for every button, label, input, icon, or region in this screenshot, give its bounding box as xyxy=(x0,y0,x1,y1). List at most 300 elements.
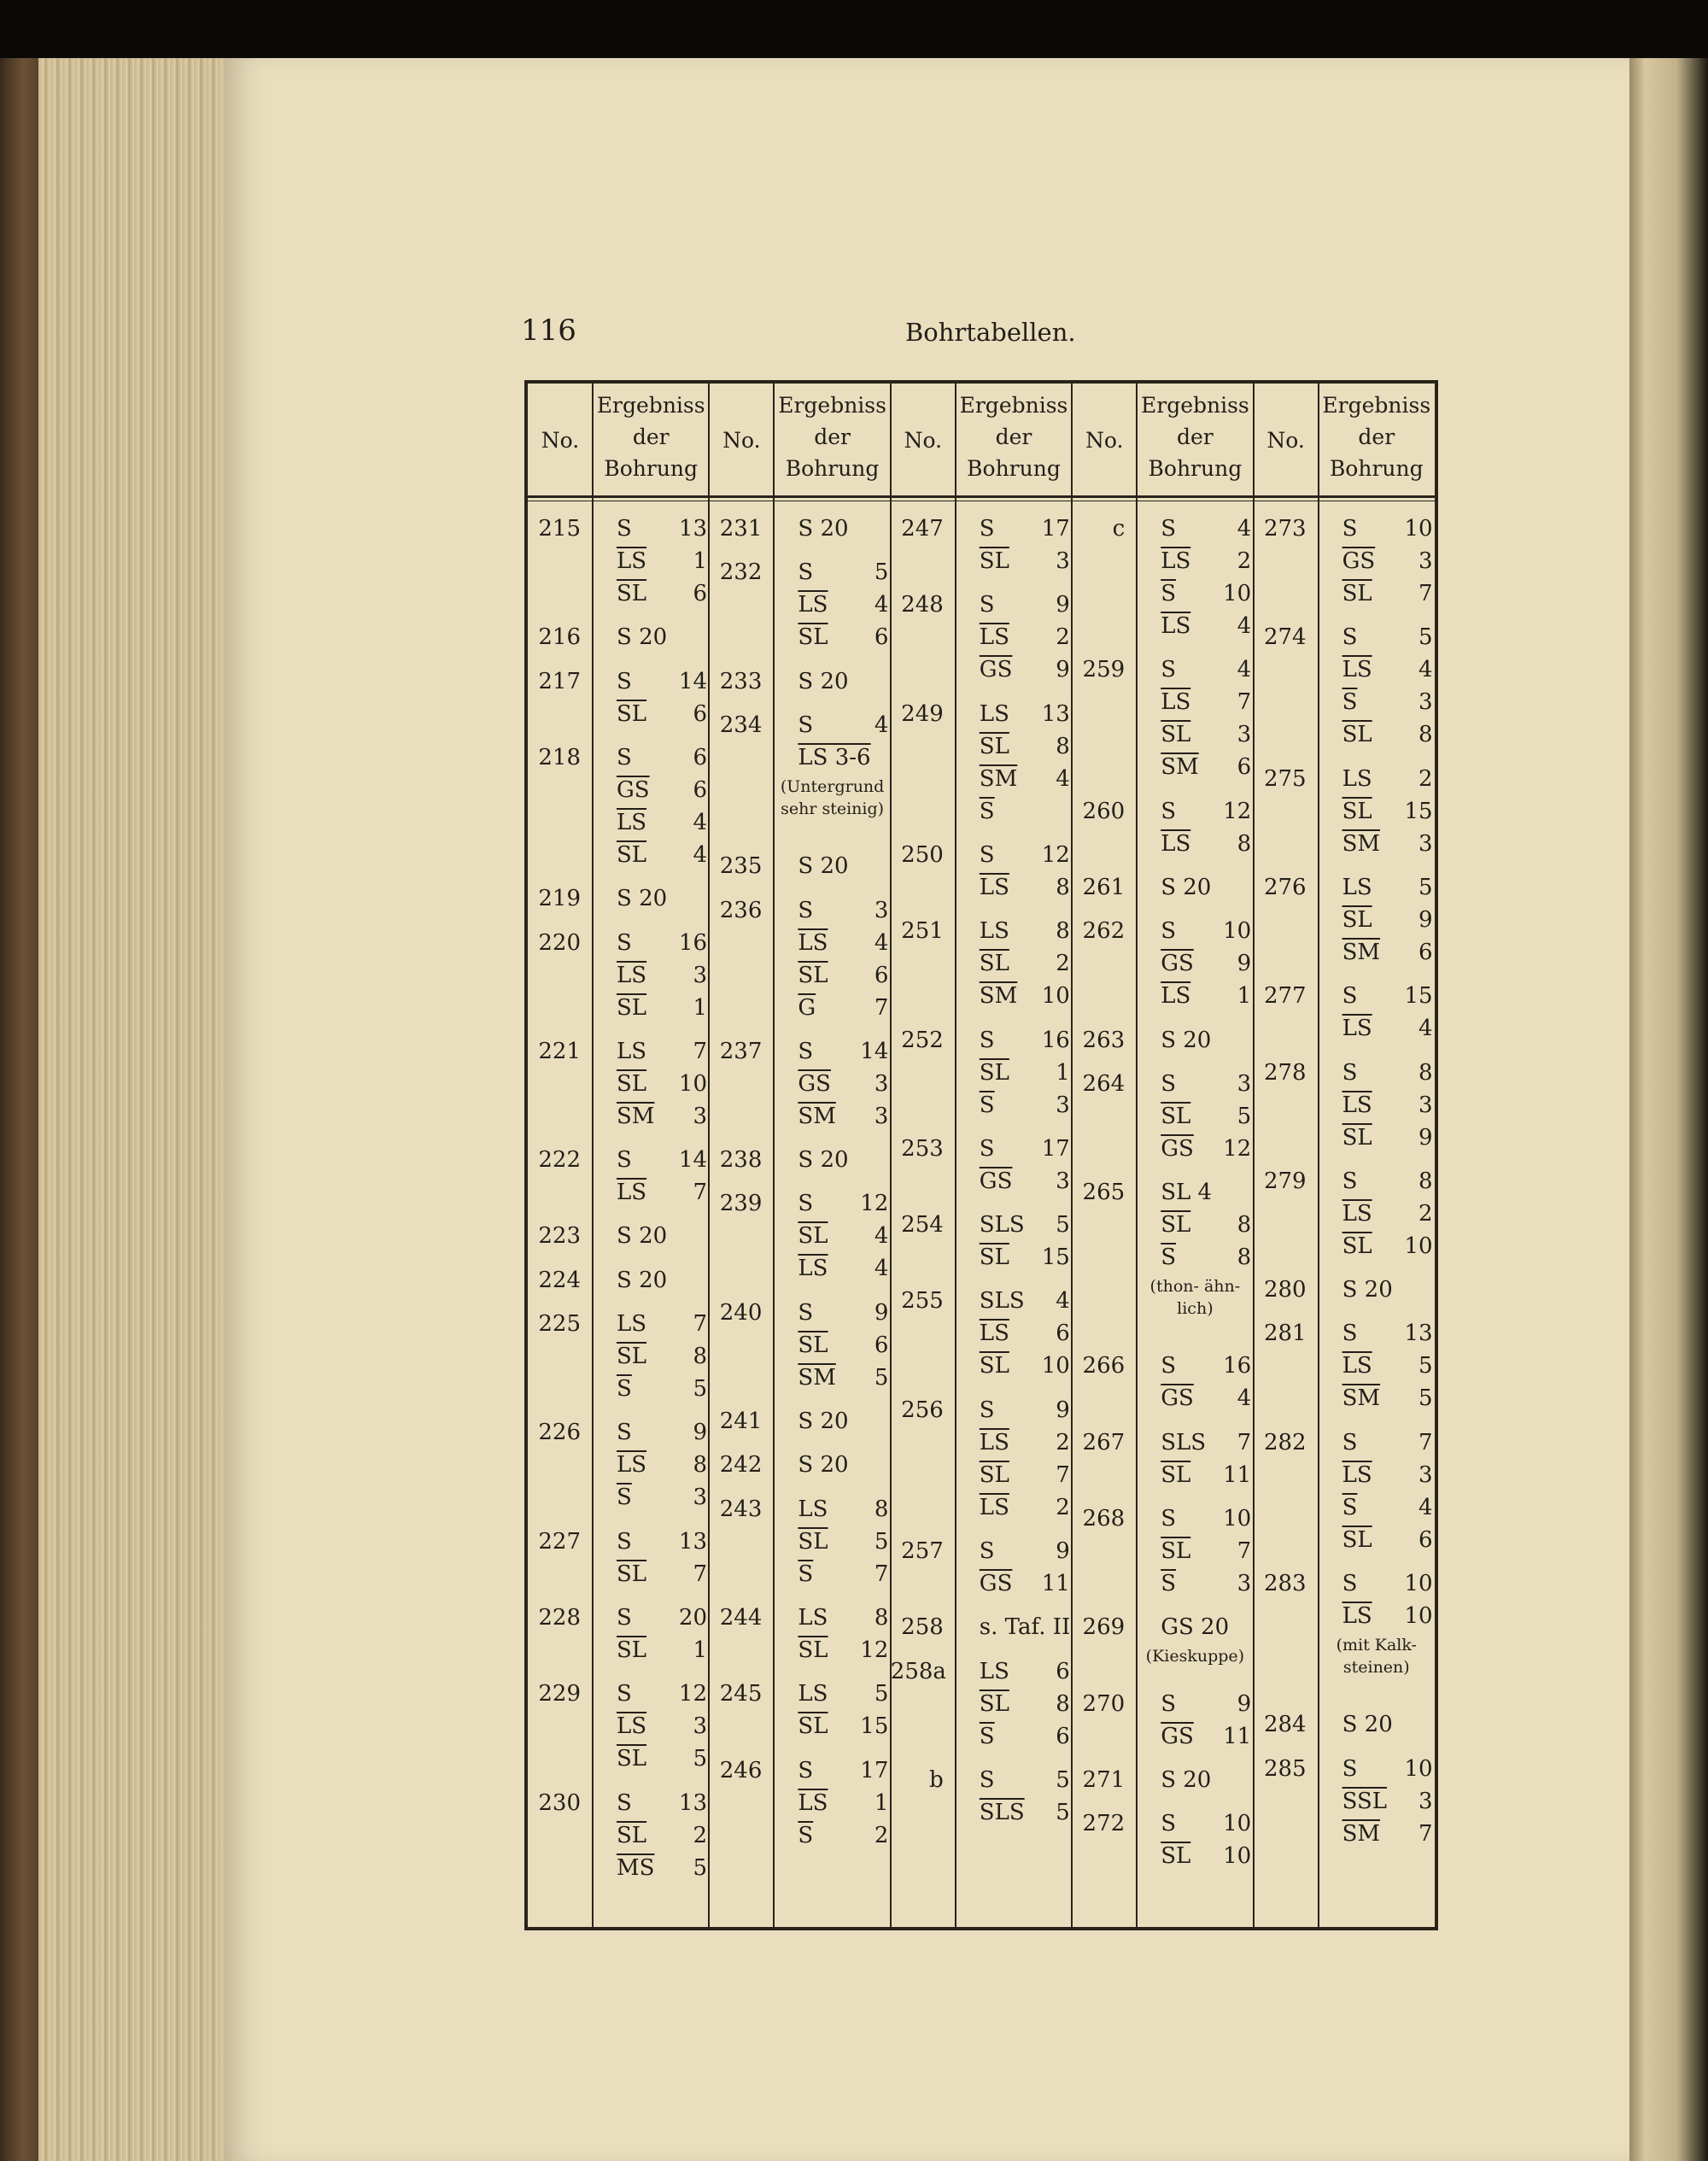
bore-number: 281 xyxy=(1263,1321,1307,1347)
thickness-value: 17 xyxy=(1041,1135,1070,1162)
layer-row xyxy=(617,1602,707,1634)
layer-row xyxy=(1342,904,1433,936)
layer-row xyxy=(1161,653,1251,686)
layer-row xyxy=(980,1285,1070,1317)
soil-symbol: S 20 xyxy=(798,1408,849,1434)
thickness-value: 8 xyxy=(874,1604,889,1631)
thickness-value: 2 xyxy=(1056,1429,1070,1455)
thickness-value: 4 xyxy=(693,809,707,835)
layer-row xyxy=(1161,871,1251,904)
layer-row xyxy=(1342,577,1433,610)
layer-row xyxy=(617,806,707,839)
bore-number: 215 xyxy=(538,516,581,542)
column-header-no: No. xyxy=(1266,428,1305,453)
thickness-value: 7 xyxy=(874,1561,889,1587)
bore-number: 221 xyxy=(538,1038,581,1064)
bore-number: 269 xyxy=(1082,1614,1126,1641)
layer-row xyxy=(980,1165,1070,1198)
layer-row xyxy=(1342,1600,1433,1632)
layer-row xyxy=(980,1209,1070,1241)
running-title: Bohrtabellen. xyxy=(905,318,1076,347)
bore-number: 219 xyxy=(538,886,581,912)
layer-row xyxy=(798,1144,888,1176)
thickness-value: 6 xyxy=(874,1332,889,1358)
layer-row xyxy=(617,882,707,915)
soil-symbol: S xyxy=(1342,516,1358,542)
thickness-value: 12 xyxy=(678,1681,707,1707)
soil-symbol: $\overline{SL}$ xyxy=(1161,1212,1191,1239)
soil-symbol: $\overline{LS}$ xyxy=(617,1180,647,1206)
layer-row xyxy=(1342,621,1433,653)
thickness-value: 7 xyxy=(693,1038,707,1064)
layer-row xyxy=(617,698,707,730)
layer-row xyxy=(798,1526,888,1558)
layer-row xyxy=(1342,1524,1433,1556)
layer-row xyxy=(1161,686,1251,718)
soil-symbol: $\overline{SL}$ xyxy=(979,548,1009,574)
layer-row xyxy=(617,1144,707,1176)
soil-symbol: $\overline{SL}$ xyxy=(1161,722,1191,748)
layer-row xyxy=(1342,1012,1433,1045)
layer-row xyxy=(1342,871,1433,904)
soil-symbol: $\overline{SL}$ xyxy=(617,1070,647,1097)
bore-number: 266 xyxy=(1082,1353,1126,1379)
soil-symbol: LS xyxy=(617,1311,647,1337)
layer-row xyxy=(980,839,1070,871)
bore-number: c xyxy=(1112,516,1126,542)
layer-row xyxy=(1161,1535,1251,1567)
thickness-value: 4 xyxy=(693,841,707,868)
layer-row xyxy=(1161,1209,1251,1241)
thickness-value: 4 xyxy=(1237,613,1252,639)
bore-number: 261 xyxy=(1082,874,1126,900)
thickness-value: 8 xyxy=(874,1496,889,1522)
bore-number: 258a xyxy=(890,1658,946,1684)
soil-symbol: $\overline{S}$ xyxy=(979,798,995,824)
thickness-value: 11 xyxy=(1041,1571,1070,1596)
thickness-value: 6 xyxy=(1056,1321,1070,1347)
thickness-value: 7 xyxy=(1418,1429,1433,1455)
bore-number: 227 xyxy=(538,1528,581,1555)
soil-symbol: $\overline{LS}$ xyxy=(979,874,1009,900)
soil-symbol: S xyxy=(617,516,632,542)
bore-number: 218 xyxy=(538,744,581,770)
layer-row xyxy=(617,774,707,806)
layer-row xyxy=(1161,915,1251,947)
layer-row xyxy=(617,1308,707,1340)
soil-symbol: $\overline{LS}$ xyxy=(617,1713,647,1740)
layer-row xyxy=(617,1742,707,1775)
soil-symbol: $\overline{LS}$ xyxy=(979,1494,1009,1520)
thickness-value: 10 xyxy=(1223,581,1252,606)
thickness-value: 3 xyxy=(1237,1571,1252,1596)
bore-number: 230 xyxy=(538,1789,581,1816)
soil-symbol: $\overline{SL}$ xyxy=(1161,1103,1191,1129)
column-header-result xyxy=(774,389,890,484)
soil-symbol: S xyxy=(1342,1321,1358,1347)
thickness-value: 15 xyxy=(860,1713,889,1740)
facing-page-edge xyxy=(1629,58,1708,2161)
column-header-line: Bohrung xyxy=(785,456,880,481)
soil-symbol: LS xyxy=(798,1604,828,1631)
layer-row xyxy=(980,1133,1070,1165)
thickness-value: 3 xyxy=(693,1713,707,1740)
layer-row xyxy=(617,577,707,610)
column-header-line: der xyxy=(1177,425,1214,449)
layer-row xyxy=(980,1764,1070,1796)
soil-symbol: $\overline{SL}$ xyxy=(798,1713,828,1740)
thickness-value: 9 xyxy=(693,1420,707,1446)
soil-symbol: S 20 xyxy=(617,1223,668,1250)
layer-row xyxy=(1161,1241,1251,1274)
bore-number: 256 xyxy=(901,1397,944,1423)
layer-row xyxy=(1161,828,1251,860)
layer-row xyxy=(798,1220,888,1252)
layer-row xyxy=(798,709,888,741)
thickness-value: 10 xyxy=(1404,1755,1433,1782)
layer-row xyxy=(980,1350,1070,1382)
thickness-value: 16 xyxy=(678,929,707,956)
layer-row xyxy=(798,1068,888,1100)
soil-symbol: LS xyxy=(798,1496,828,1522)
bore-note: (thon- ähn- lich) xyxy=(1149,1277,1241,1319)
bore-number: 245 xyxy=(719,1681,763,1707)
thickness-value: 2 xyxy=(1056,624,1070,651)
soil-symbol: S 20 xyxy=(1161,1766,1212,1793)
layer-row xyxy=(1161,947,1251,980)
layer-row xyxy=(980,1491,1070,1524)
bore-number: 220 xyxy=(538,929,581,956)
soil-symbol: $\overline{SL}$ xyxy=(1342,581,1372,606)
thickness-value: 4 xyxy=(874,929,889,956)
soil-symbol: S xyxy=(979,1135,995,1162)
layer-row xyxy=(1161,1350,1251,1382)
layer-row xyxy=(798,1252,888,1285)
layer-row xyxy=(1342,1230,1433,1262)
soil-symbol: $\overline{LS}$ xyxy=(798,592,828,618)
layer-row xyxy=(617,665,707,698)
layer-row xyxy=(980,980,1070,1012)
column-rule xyxy=(592,383,594,1928)
soil-symbol: S xyxy=(1161,1506,1176,1531)
soil-symbol: $\overline{SM}$ xyxy=(1342,830,1381,857)
soil-symbol: $\overline{SLS}$ xyxy=(979,1799,1025,1825)
thickness-value: 7 xyxy=(693,1311,707,1337)
layer-row xyxy=(1342,828,1433,860)
layer-row xyxy=(1342,1567,1433,1600)
soil-symbol: $\overline{G}$ xyxy=(798,994,816,1021)
layer-row xyxy=(1342,1459,1433,1491)
thickness-value: 14 xyxy=(860,1038,889,1064)
soil-symbol: $\overline{SM}$ xyxy=(1342,939,1381,965)
layer-row xyxy=(798,1710,888,1742)
soil-symbol: S 20 xyxy=(1342,1277,1393,1303)
layer-row xyxy=(1342,1274,1433,1306)
soil-symbol: $\overline{SM}$ xyxy=(617,1103,655,1129)
thickness-value: 8 xyxy=(1056,733,1070,759)
thickness-value: 5 xyxy=(1418,874,1433,900)
thickness-value: 9 xyxy=(1056,1397,1070,1423)
bore-number: 275 xyxy=(1263,765,1307,792)
soil-symbol: $\overline{GS}$ xyxy=(1161,951,1194,977)
thickness-value: 5 xyxy=(874,559,889,586)
soil-symbol: S xyxy=(617,1681,632,1707)
thickness-value: 9 xyxy=(874,1299,889,1326)
thickness-value: 7 xyxy=(874,994,889,1021)
layer-row xyxy=(1161,718,1251,751)
thickness-value: 3 xyxy=(693,1485,707,1511)
thickness-value: 5 xyxy=(1418,624,1433,651)
layer-row xyxy=(1161,1840,1251,1872)
layer-row xyxy=(798,1405,888,1438)
soil-symbol: $\overline{LS}$ xyxy=(1342,657,1372,683)
bore-number: 249 xyxy=(901,700,944,727)
soil-symbol: S xyxy=(1161,798,1176,824)
thickness-value: 10 xyxy=(1404,1603,1433,1629)
soil-symbol: $\overline{SL}$ xyxy=(979,1059,1009,1086)
thickness-value: 5 xyxy=(874,1528,889,1555)
layer-row xyxy=(798,850,888,882)
layer-row xyxy=(1161,1567,1251,1600)
thickness-value: 3 xyxy=(1418,689,1433,716)
thickness-value: 13 xyxy=(678,1528,707,1555)
thickness-value: 7 xyxy=(693,1180,707,1206)
thickness-value: 8 xyxy=(1056,1690,1070,1717)
soil-symbol: S xyxy=(1342,1429,1358,1455)
layer-row xyxy=(1161,1720,1251,1753)
soil-symbol: $\overline{SL}$ xyxy=(617,994,647,1021)
thickness-value: 10 xyxy=(1404,1571,1433,1596)
thickness-value: 15 xyxy=(1041,1244,1070,1271)
soil-symbol: GS 20 xyxy=(1161,1614,1230,1641)
layer-row xyxy=(1161,751,1251,783)
layer-row xyxy=(1161,577,1251,610)
bore-number: 238 xyxy=(719,1147,763,1174)
layer-row xyxy=(1342,1198,1433,1230)
soil-symbol: $\overline{SL}$ xyxy=(798,1332,828,1358)
thickness-value: 8 xyxy=(1056,874,1070,900)
layer-row xyxy=(1342,1350,1433,1382)
bore-number: 265 xyxy=(1082,1180,1126,1206)
soil-symbol: $\overline{GS}$ xyxy=(979,1168,1013,1194)
thickness-value: 6 xyxy=(1418,1526,1433,1553)
layer-row xyxy=(1161,1459,1251,1491)
thickness-value: 5 xyxy=(874,1364,889,1391)
bore-number: 217 xyxy=(538,668,581,694)
soil-symbol: S 20 xyxy=(617,624,668,651)
layer-row xyxy=(617,1068,707,1100)
bore-number: 250 xyxy=(901,841,944,868)
thickness-value: 4 xyxy=(1418,1494,1433,1520)
soil-symbol: $\overline{S}$ xyxy=(979,1092,995,1118)
soil-symbol: S xyxy=(798,559,814,586)
soil-symbol: S xyxy=(1342,983,1358,1010)
thickness-value: 10 xyxy=(1223,1811,1252,1837)
soil-symbol: S 20 xyxy=(617,886,668,912)
soil-symbol: $\overline{GS}$ xyxy=(1342,548,1376,574)
column-header-line: der xyxy=(632,425,670,449)
bore-number: 243 xyxy=(719,1496,763,1522)
thickness-value: 1 xyxy=(693,994,707,1021)
thickness-value: 5 xyxy=(1237,1103,1252,1129)
thickness-value: 10 xyxy=(1041,983,1070,1010)
layer-row xyxy=(798,512,888,545)
layer-row xyxy=(798,1819,888,1852)
layer-row xyxy=(1161,795,1251,828)
thickness-value: 2 xyxy=(1418,765,1433,792)
layer-row xyxy=(980,1317,1070,1350)
layer-row xyxy=(617,1526,707,1558)
layer-row xyxy=(617,992,707,1024)
bore-number: 241 xyxy=(719,1408,763,1434)
thickness-value: 9 xyxy=(1056,1538,1070,1564)
soil-symbol: $\overline{LS}$ xyxy=(1161,613,1191,639)
bore-number: 253 xyxy=(901,1135,944,1162)
bore-number: 251 xyxy=(901,918,944,945)
layer-row xyxy=(980,1567,1070,1600)
layer-row xyxy=(980,795,1070,828)
layer-row xyxy=(980,1796,1070,1829)
layer-row xyxy=(798,959,888,992)
thickness-value: 3 xyxy=(1418,1092,1433,1118)
layer-row xyxy=(1342,653,1433,686)
thickness-value: 3 xyxy=(874,897,889,923)
thickness-value: 6 xyxy=(1056,1723,1070,1749)
bore-note: (Kieskuppe) xyxy=(1145,1647,1245,1666)
layer-row xyxy=(1161,1100,1251,1133)
soil-symbol: LS xyxy=(798,1681,828,1707)
soil-symbol: S xyxy=(1161,1353,1176,1379)
layer-row xyxy=(980,1089,1070,1121)
layer-row xyxy=(617,1558,707,1590)
layer-row xyxy=(617,1100,707,1133)
soil-symbol: $\overline{SL}$ xyxy=(617,1344,647,1369)
soil-symbol: $\overline{SL}$ xyxy=(1342,798,1372,824)
bore-number: 233 xyxy=(719,668,763,694)
layer-row xyxy=(798,1100,888,1133)
thickness-value: 7 xyxy=(693,1561,707,1587)
column-rule xyxy=(1253,383,1255,1928)
column-header-line: Bohrung xyxy=(604,456,699,481)
thickness-value: 3 xyxy=(1418,1788,1433,1814)
bore-number: 247 xyxy=(901,516,944,542)
soil-symbol: $\overline{SL}$ xyxy=(979,951,1009,977)
soil-symbol: $\overline{SL}$ xyxy=(798,1223,828,1250)
layer-row xyxy=(1342,980,1433,1012)
soil-symbol: $\overline{LS}$ xyxy=(1342,1016,1372,1042)
soil-symbol: $\overline{SL}$ xyxy=(1161,1538,1191,1564)
soil-symbol: $\overline{SL}$ xyxy=(979,733,1009,759)
layer-row xyxy=(1161,1502,1251,1535)
soil-symbol: S xyxy=(1342,624,1358,651)
thickness-value: 8 xyxy=(1237,1212,1252,1239)
thickness-value: 8 xyxy=(1418,1059,1433,1086)
bore-number: 264 xyxy=(1082,1070,1126,1097)
thickness-value: 5 xyxy=(1418,1353,1433,1379)
layer-row xyxy=(617,1678,707,1710)
thickness-value: 10 xyxy=(678,1070,707,1097)
soil-symbol: $\overline{LS}$ xyxy=(617,1452,647,1479)
soil-symbol: S xyxy=(1342,1755,1358,1782)
thickness-value: 4 xyxy=(874,712,889,738)
soil-symbol: S xyxy=(979,592,995,618)
thickness-value: 7 xyxy=(1418,581,1433,606)
bore-number: 237 xyxy=(719,1038,763,1064)
soil-symbol: S xyxy=(617,929,632,956)
thickness-value: 12 xyxy=(1041,841,1070,868)
thickness-value: 11 xyxy=(1223,1723,1252,1749)
soil-symbol: $\overline{S}$ xyxy=(617,1376,632,1402)
soil-symbol: S xyxy=(1342,1168,1358,1194)
thickness-value: 3 xyxy=(693,1103,707,1129)
soil-symbol: S xyxy=(617,1789,632,1816)
thickness-value: 1 xyxy=(693,1637,707,1663)
header-rule xyxy=(528,495,1435,498)
bore-number: 278 xyxy=(1263,1059,1307,1086)
thickness-value: 4 xyxy=(874,592,889,618)
bore-number: 229 xyxy=(538,1681,581,1707)
soil-symbol: S xyxy=(617,1604,632,1631)
bore-number: 272 xyxy=(1082,1811,1126,1837)
thickness-value: 1 xyxy=(874,1789,889,1816)
soil-symbol: $\overline{LS}$ xyxy=(798,929,828,956)
layer-row xyxy=(1342,795,1433,828)
thickness-value: 7 xyxy=(1237,1429,1252,1455)
thickness-value: 8 xyxy=(1418,722,1433,748)
layer-row xyxy=(1342,1426,1433,1459)
thickness-value: 3 xyxy=(1056,1168,1070,1194)
soil-symbol: $\overline{SM}$ xyxy=(798,1364,836,1391)
soil-symbol: $\overline{LS}$ xyxy=(617,962,647,988)
thickness-value: 15 xyxy=(1404,983,1433,1010)
layer-row xyxy=(617,545,707,577)
layer-row xyxy=(798,1187,888,1220)
bore-number: 244 xyxy=(719,1604,763,1631)
soil-symbol: $\overline{SL}$ xyxy=(798,1637,828,1663)
column-header-result xyxy=(1319,389,1435,484)
thickness-value: 16 xyxy=(1041,1027,1070,1053)
thickness-value: 7 xyxy=(1237,689,1252,716)
bore-number: 285 xyxy=(1263,1755,1307,1782)
layer-row xyxy=(617,1710,707,1742)
thickness-value: 10 xyxy=(1223,1843,1252,1870)
bore-number: 246 xyxy=(719,1757,763,1783)
layer-row xyxy=(798,894,888,927)
bore-number: 232 xyxy=(719,559,763,586)
soil-symbol: $\overline{LS}$ xyxy=(1161,983,1191,1010)
soil-symbol: $\overline{S}$ xyxy=(1161,1244,1176,1271)
bore-number: 273 xyxy=(1263,516,1307,542)
soil-symbol: S xyxy=(617,744,632,770)
soil-symbol: $\overline{S}$ xyxy=(979,1723,995,1749)
layer-row xyxy=(798,1493,888,1526)
layer-row xyxy=(980,653,1070,686)
soil-symbol: $\overline{SL}$ xyxy=(1161,1461,1191,1488)
soil-symbol: $\overline{LS}$ xyxy=(617,548,647,574)
layer-row xyxy=(1161,1807,1251,1840)
soil-symbol: $\overline{SL}$ xyxy=(1342,1233,1372,1259)
thickness-value: 6 xyxy=(1418,939,1433,965)
thickness-value: 14 xyxy=(678,1147,707,1174)
column-header-line: Ergebniss xyxy=(596,393,705,418)
thickness-value: 6 xyxy=(1056,1658,1070,1684)
layer-row xyxy=(1342,1382,1433,1414)
thickness-value: 3 xyxy=(1418,830,1433,857)
soil-symbol: S xyxy=(798,1757,814,1783)
soil-symbol: $\overline{SM}$ xyxy=(1161,754,1199,781)
layer-row xyxy=(617,1264,707,1297)
bore-number: 263 xyxy=(1082,1027,1126,1053)
